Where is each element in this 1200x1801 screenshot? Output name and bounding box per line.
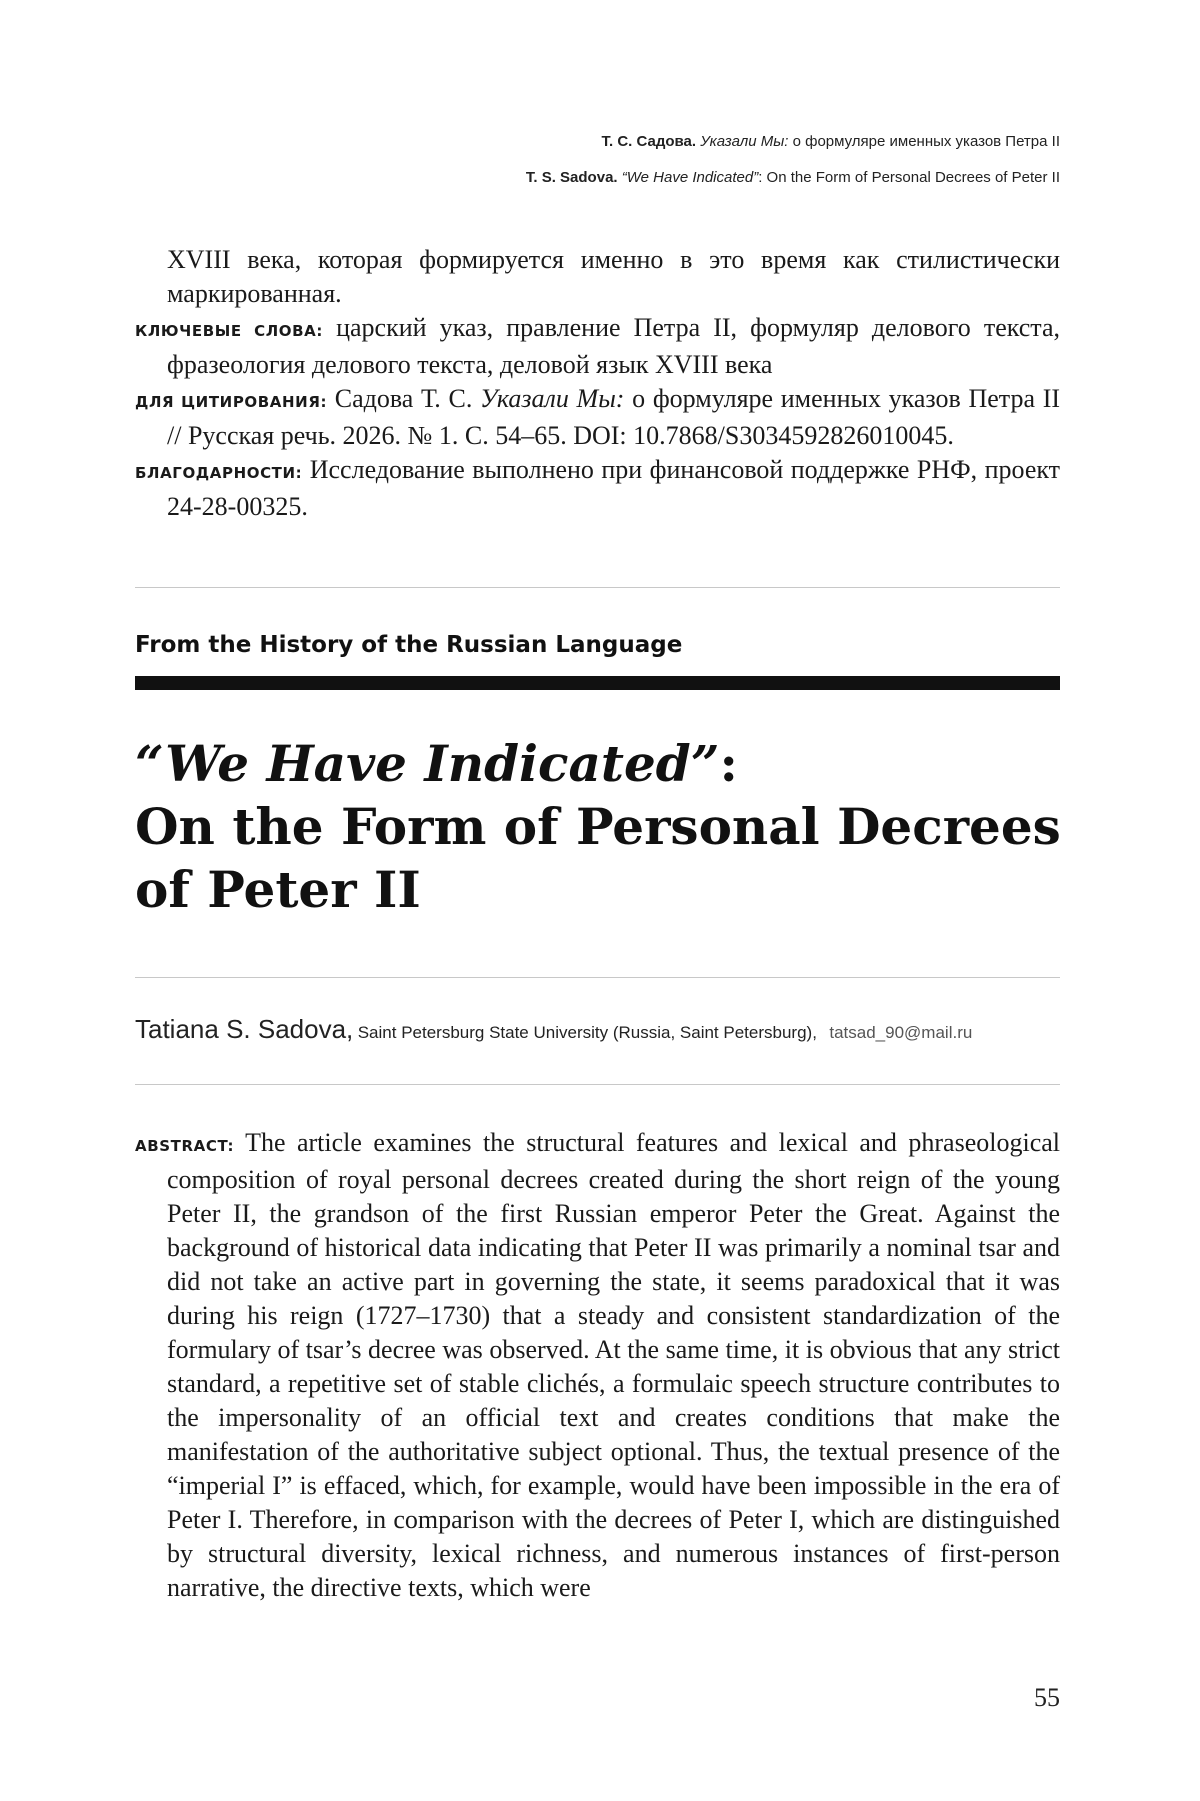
title-line-1: “We Have Indicated”: bbox=[135, 734, 738, 793]
abstract-paragraph bbox=[135, 1126, 1060, 1605]
abstract-label: ABSTRACT: bbox=[135, 1137, 235, 1155]
author-affiliation: Saint Petersburg State University (Russia, Saint Petersburg), bbox=[357, 1023, 817, 1042]
acknowledgments-label: БЛАГОДАРНОСТИ: bbox=[135, 464, 303, 482]
keywords-label: КЛЮЧЕВЫЕ СЛОВА: bbox=[135, 322, 323, 340]
keywords-text: царский указ, правление Петра II, формуляр делового текста, фразеология делового текста, деловой язык XVIII века bbox=[167, 313, 1061, 379]
article-title bbox=[135, 732, 1060, 921]
page-number: 55 bbox=[1034, 1683, 1060, 1712]
title-line-2: On the Form of Personal Decrees bbox=[135, 797, 1061, 856]
running-header bbox=[526, 124, 1060, 196]
abstract-block bbox=[135, 1126, 1060, 1605]
divider-author-bottom bbox=[135, 1084, 1060, 1085]
author-line bbox=[135, 1014, 972, 1045]
author-name: Tatiana S. Sadova, bbox=[135, 1014, 354, 1044]
title-line-3: of Peter II bbox=[135, 860, 421, 919]
acknowledgments-text: Исследование выполнено при финансовой поддержке РНФ, проект 24-28-00325. bbox=[167, 455, 1061, 521]
russian-abstract-continuation: XVIII века, которая формируется именно в это время как стилистически маркированная. bbox=[167, 245, 1060, 308]
citation-text: о формуляре именных указов Петра II // Русская речь. 2026. № 1. С. 54–65. DOI: 10.7868/S3034592826010045. bbox=[167, 384, 1061, 450]
divider-top bbox=[135, 587, 1060, 588]
abstract-text: The article examines the structural features and lexical and phraseological composition of royal personal decrees created during the short reign of the young Peter II, the grandson of the first Russian emperor Peter the Great. Against the background of historical data indicating that Peter II was primarily a nominal tsar and did not take an active part in governing the state, it seems paradoxical that it was during his reign (1727–1730) that a steady and consistent standardization of the formulary of tsar’s decree was observed. At the same time, it is obvious that any strict standard, a repetitive set of stable clichés, a formulaic speech structure contributes to the impersonality of an official text and creates conditions that make the manifestation of the authoritative subject optional. Thus, the textual presence of the “imperial I” is effaced, which, for example, would have been impossible in the era of Peter I. Therefore, in comparison with the decrees of Peter I, which are distinguished by structural diversity, lexical richness, and numerous instances of first-person narrative, the directive texts, which were bbox=[167, 1128, 1061, 1602]
russian-keywords bbox=[135, 311, 1060, 382]
divider-author-top bbox=[135, 977, 1060, 978]
running-header-ru: Т. С. Садова. Указали Мы: о формуляре именных указов Петра II bbox=[601, 133, 1060, 150]
section-divider-thick bbox=[135, 676, 1060, 690]
running-header-en: T. S. Sadova. “We Have Indicated”: On the Form of Personal Decrees of Peter II bbox=[525, 169, 1060, 186]
russian-citation: ДЛЯ ЦИТИРОВАНИЯ: Садова Т. С. Указали Мы: о формуляре именных указов Петра II // Русская речь. 2026. № 1. С. 54–65. DOI: 10.7868/S3034592826010045. bbox=[135, 384, 1061, 450]
russian-acknowledgments bbox=[135, 453, 1060, 524]
author-email-link[interactable]: tatsad_90@mail.ru bbox=[829, 1023, 973, 1042]
citation-label: ДЛЯ ЦИТИРОВАНИЯ: bbox=[135, 393, 328, 411]
russian-metadata-block bbox=[135, 243, 1060, 524]
section-label: From the History of the Russian Language bbox=[135, 632, 683, 658]
